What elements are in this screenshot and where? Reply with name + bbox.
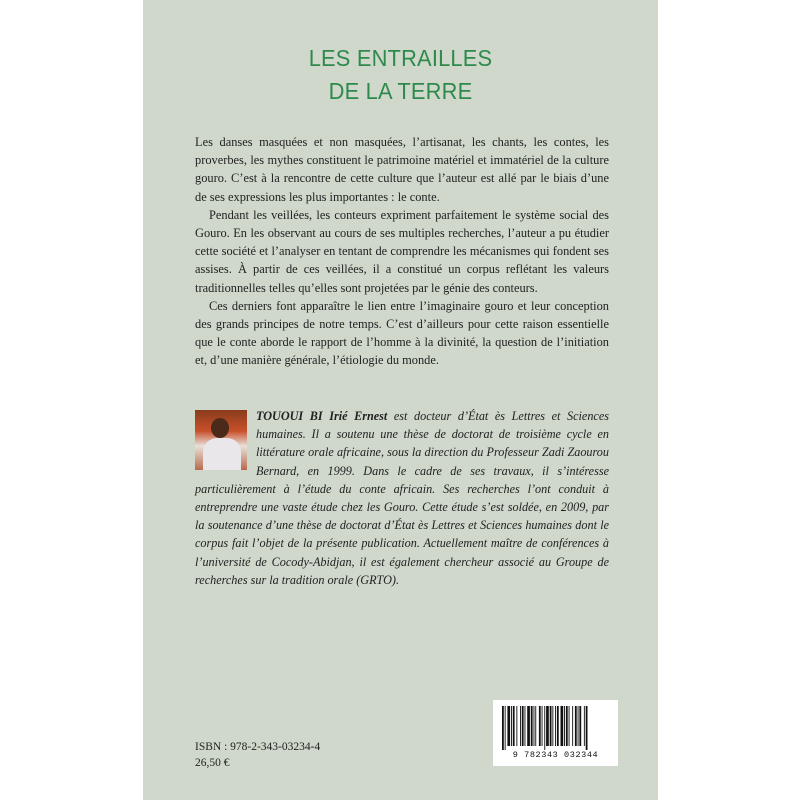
barcode-bars (499, 706, 612, 750)
barcode-bar (522, 706, 524, 746)
summary-paragraph-3: Ces derniers font apparaître le lien entre l’imaginaire gouro et leur conception des grands principes de notre temps. C’est d’ailleurs pour cette raison essentielle que le conte aborde le rapport de l’homme à la divinité, la question de l’initiation et, d’une manière générale, l’étiologie du monde. (195, 298, 609, 368)
barcode-bar (516, 706, 517, 746)
barcode-bar (586, 706, 588, 750)
barcode-bar (535, 706, 536, 746)
book-title (161, 42, 640, 108)
publication-info (195, 739, 320, 771)
barcode-bar (557, 706, 559, 746)
isbn: ISBN : 978-2-343-03234-4 (195, 741, 321, 753)
barcode-bar (575, 706, 577, 746)
barcode-bar (544, 706, 545, 750)
summary-paragraph-2: Pendant les veillées, les conteurs expriment parfaitement le système social des Gouro. En les observant au cours de ses multiples recherches, l’auteur a pu étudier cette société et l’analyser en tentant de comprendre les mécanismes qui fondent ses assises. À partir de ces veillées, il a constitué un corpus reflétant les valeurs traditionnelles telles qu’elles sont projetées par le génie des conteurs. (195, 207, 609, 295)
barcode-bar (572, 706, 573, 746)
price: 26,50 € (195, 757, 230, 769)
barcode-bar (584, 706, 585, 746)
summary-paragraph-1: Les danses masquées et non masquées, l’artisanat, les chants, les contes, les proverbes, les mythes constituent le patrimoine matériel et immatériel de la culture gouro. C’est à la rencontre de cette culture que l’auteur est allé par le biais d’une de ses expressions les plus importantes : le conte. (195, 135, 609, 204)
barcode-bar (502, 706, 504, 750)
barcode-bar (513, 706, 515, 746)
barcode-bar (520, 706, 521, 746)
author-name: TOUOUI BI Irié Ernest (256, 409, 388, 423)
barcode-bar (507, 706, 510, 746)
barcode-bar (546, 706, 549, 746)
barcode-bar (578, 706, 579, 746)
barcode-bar (550, 706, 552, 746)
book-title-line-1: LES ENTRAILLES (308, 45, 493, 71)
barcode-bar (539, 706, 541, 746)
author-bio-text: est docteur d’État ès Lettres et Sciences humaines. Il a soutenu une thèse de doctorat de troisième cycle en littérature orale africaine, sous la direction du Professeur Zadi Zaourou Bernard, en 1999. Dans le cadre de ses travaux, il s’intéresse particulièrement à l’étude du conte africain. Ses recherches l’ont conduit à entreprendre une vaste étude chez les Gouro. Cette étude s’est soldée, en 2009, par la soutenance d’une thèse de doctorat d’État ès Lettres et Sciences humaines dont le corpus fait l’objet de la présente publication. Actuellement maître de conférences à l’université de Cocody-Abidjan, il est également chercheur associé au Groupe de recherches sur la tradition orale (GRTO). (195, 409, 609, 587)
barcode-bar (542, 706, 543, 746)
barcode-bar (566, 706, 568, 746)
barcode-bar (555, 706, 556, 746)
barcode-bar (527, 706, 530, 746)
barcode-bar (511, 706, 512, 746)
barcode-bar (552, 706, 553, 746)
barcode-bar (531, 706, 533, 746)
barcode-bar (534, 706, 535, 746)
book-summary (195, 133, 609, 370)
barcode-bar (505, 706, 506, 750)
barcode-bar (564, 706, 565, 746)
book-title-line-2: DE LA TERRE (328, 78, 473, 104)
barcode-bar (561, 706, 564, 746)
barcode-digits: 9 782343 032344 (512, 750, 599, 760)
barcode-bar (525, 706, 526, 746)
author-biography (195, 407, 609, 589)
barcode (493, 700, 618, 766)
barcode-bar (579, 706, 581, 746)
barcode-bar (569, 706, 570, 746)
book-back-cover (143, 0, 658, 800)
